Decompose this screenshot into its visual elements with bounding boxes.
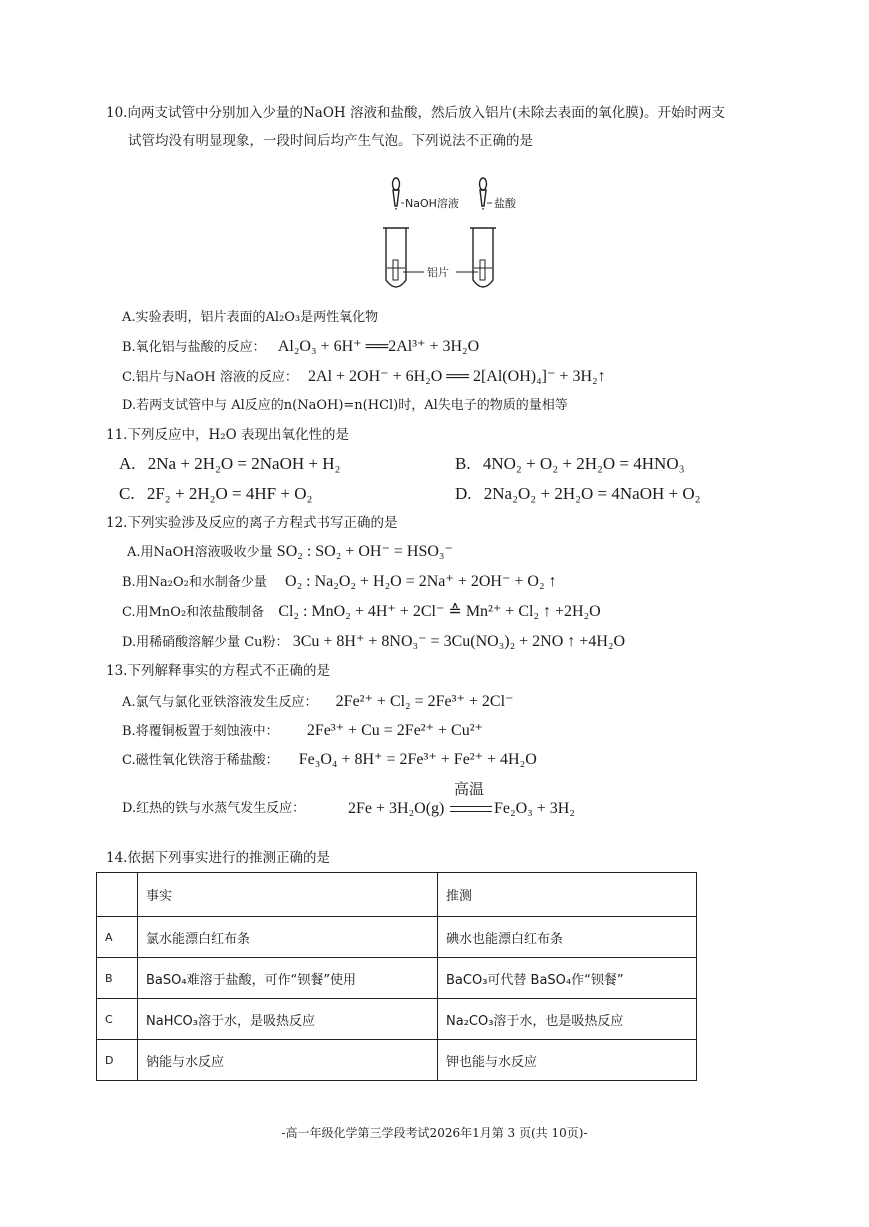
row-fact: 钠能与水反应 [138, 1040, 438, 1081]
row-fact: NaHCO₃溶于水，是吸热反应 [138, 999, 438, 1040]
q11-option-a-equation: 2Na + 2H₂O = 2NaOH + H₂ [147, 454, 341, 473]
q12-option-b-prefix: B.用Na₂O₂和水制备少量 [122, 575, 267, 590]
q10-option-a: A.实验表明，铝片表面的Al₂O₃是两性氧化物 [122, 310, 379, 325]
table-row [97, 958, 697, 999]
q11-option-d [455, 485, 701, 503]
header-guess: 推测 [438, 873, 697, 917]
q11-option-c [119, 485, 312, 503]
label-hcl: 盐酸 [494, 197, 516, 210]
facts-table [96, 872, 697, 1081]
q13-option-c-prefix: C.磁性氧化铁溶于稀盐酸： [122, 753, 279, 768]
q13-option-b [122, 722, 483, 741]
q12-option-d-equation: 3Cu + 8H⁺ + 8NO₃⁻ = 3Cu(NO₃)₂ + 2NO ↑ +4H₂O [292, 633, 625, 650]
q10-option-b-equation: Al₂O₃ + 6H⁺ ══2Al³⁺ + 3H₂O [277, 338, 480, 355]
q13-option-c-equation: Fe₃O₄ + 8H⁺ = 2Fe³⁺ + Fe²⁺ + 4H₂O [298, 751, 537, 768]
q11-option-a [119, 455, 340, 473]
q12-option-b [122, 573, 557, 592]
q13-option-c [122, 751, 537, 770]
q14-stem: 14.依据下列事实进行的推测正确的是 [106, 850, 330, 866]
q10-option-b [122, 338, 479, 357]
q11-stem: 11.下列反应中，H₂O 表现出氧化性的是 [106, 427, 350, 443]
row-label: C [97, 999, 138, 1040]
table-row [97, 1040, 697, 1081]
q11-option-b [455, 455, 685, 473]
table-row [97, 917, 697, 958]
q13-option-d-prefix: D.红热的铁与水蒸气发生反应： [122, 801, 306, 816]
q11-option-a-label: A. [119, 454, 136, 473]
q13-option-a [122, 693, 513, 712]
q13-option-d-condition: 高温 [454, 780, 485, 798]
row-guess: Na₂CO₃溶于水，也是吸热反应 [438, 999, 697, 1040]
q12-option-c-prefix: C.用MnO₂和浓盐酸制备 [122, 605, 265, 620]
row-guess: BaCO₃可代替 BaSO₄作“钡餐” [438, 958, 697, 999]
q10-option-b-prefix: B.氧化铝与盐酸的反应： [122, 340, 266, 355]
row-label: B [97, 958, 138, 999]
q13-option-b-prefix: B.将覆铜板置于刻蚀液中： [122, 724, 279, 739]
q13-option-d-left: 2Fe + 3H₂O(g) [348, 800, 445, 817]
header-fact: 事实 [138, 873, 438, 917]
row-fact: 氯水能漂白红布条 [138, 917, 438, 958]
q12-option-a-equation: SO₂ : SO₂ + OH⁻ = HSO₃⁻ [276, 543, 453, 560]
q10-option-c-equation: 2Al + 2OH⁻ + 6H₂O ══ 2[Al(OH)₄]⁻ + 3H₂↑ [308, 368, 606, 385]
q13-option-d [122, 800, 305, 818]
row-guess: 碘水也能漂白红布条 [438, 917, 697, 958]
q11-option-b-label: B. [455, 454, 471, 473]
row-label: D [97, 1040, 138, 1081]
q11-option-c-label: C. [119, 484, 135, 503]
header-blank-cell [97, 873, 138, 917]
q13-option-a-equation: 2Fe²⁺ + Cl₂ = 2Fe³⁺ + 2Cl⁻ [335, 693, 514, 710]
q12-option-c [122, 603, 601, 622]
test-tube-figure [370, 176, 530, 296]
q10-stem-line2: 试管均没有明显现象，一段时间后均产生气泡。下列说法不正确的是 [128, 133, 533, 149]
q12-option-d-prefix: D.用稀硝酸溶解少量 Cu粉： [122, 635, 289, 650]
q12-option-d [122, 633, 625, 652]
table-header-row [97, 873, 697, 917]
q11-option-d-equation: 2Na₂O₂ + 2H₂O = 4NaOH + O₂ [483, 484, 701, 503]
q10-option-d: D.若两支试管中与 Al反应的n(NaOH)=n(HCl)时，Al失电子的物质的量相等 [122, 398, 568, 413]
q11-option-d-label: D. [455, 484, 472, 503]
row-fact: BaSO₄难溶于盐酸，可作“钡餐”使用 [138, 958, 438, 999]
q10-stem-line1: 10.向两支试管中分别加入少量的NaOH 溶液和盐酸，然后放入铝片(未除去表面的氧化膜)。开始时两支 [106, 105, 725, 121]
q11-option-c-equation: 2F₂ + 2H₂O = 4HF + O₂ [146, 484, 313, 503]
row-label: A [97, 917, 138, 958]
label-naoh: NaOH溶液 [405, 197, 459, 210]
q11-option-b-equation: 4NO₂ + O₂ + 2H₂O = 4HNO₃ [482, 454, 685, 473]
q12-option-a-prefix: A.用NaOH溶液吸收少量 [127, 545, 273, 560]
q13-option-a-prefix: A.氯气与氯化亚铁溶液发生反应： [122, 695, 318, 710]
q12-option-a [127, 543, 453, 562]
q13-option-d-right: Fe₂O₃ + 3H₂ [494, 800, 575, 817]
q12-stem: 12.下列实验涉及反应的离子方程式书写正确的是 [106, 515, 398, 531]
q13-stem: 13.下列解释事实的方程式不正确的是 [106, 663, 330, 679]
reaction-arrow [450, 806, 492, 812]
table-row [97, 999, 697, 1040]
q10-option-c-prefix: C.铝片与NaOH 溶液的反应： [122, 370, 298, 385]
q12-option-c-equation: Cl₂ : MnO₂ + 4H⁺ + 2Cl⁻ ≙ Mn²⁺ + Cl₂ ↑ +2H₂O [278, 603, 601, 620]
label-al: 铝片 [427, 266, 449, 279]
row-guess: 钾也能与水反应 [438, 1040, 697, 1081]
q12-option-b-equation: O₂ : Na₂O₂ + H₂O = 2Na⁺ + 2OH⁻ + O₂ ↑ [285, 573, 557, 590]
q13-option-b-equation: 2Fe³⁺ + Cu = 2Fe²⁺ + Cu²⁺ [306, 722, 483, 739]
q10-option-c [122, 368, 606, 387]
page-footer: -高一年级化学第三学段考试2026年1月第 3 页(共 10页)- [281, 1126, 588, 1140]
